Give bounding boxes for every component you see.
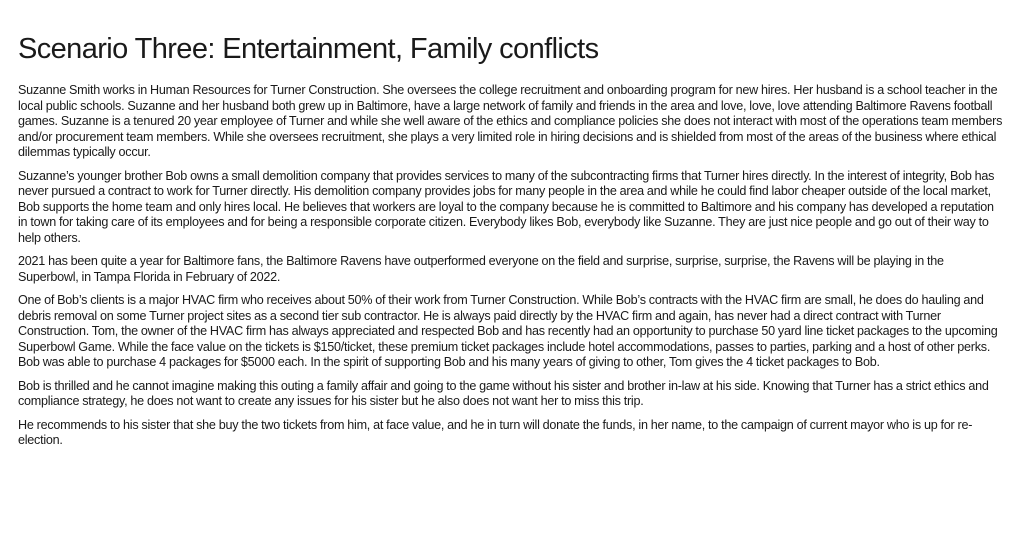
slide-title: Scenario Three: Entertainment, Family conflicts: [18, 33, 599, 65]
paragraph-hvac-tickets: One of Bob’s clients is a major HVAC firm who receives about 50% of their work from Turner Construction. While Bob’s contracts with the HVAC firm are small, he does do hauling and debris removal on some Turner project sites as a second tier sub contractor. He is always paid directly by the HVAC firm and again, has never had a direct contract with Turner Construction. Tom, the owner of the HVAC firm has always appreciated and respected Bob and has recently had an opportunity to purchase 50 yard line ticket packages to the upcoming Superbowl Game. While the face value on the tickets is $150/ticket, these premium ticket packages include hotel accommodations, passes to parties, parking and a host of other perks. Bob was able to purchase 4 packages for $5000 each. In the spirit of supporting Bob and his many years of giving to other, Tom gives the 4 ticket packages to Bob.: [18, 293, 998, 369]
paragraph-ravens-season: 2021 has been quite a year for Baltimore fans, the Baltimore Ravens have outperformed everyone on the field and surprise, surprise, surprise, the Ravens will be playing in the Superbowl, in Tampa Florida in February of 2022.: [18, 254, 944, 284]
paragraph-family-outing: Bob is thrilled and he cannot imagine making this outing a family affair and going to the game without his sister and brother in-law at his side. Knowing that Turner has a strict ethics and compliance strategy, he does not want to create any issues for his sister but he also does not want her to miss this trip.: [18, 378, 989, 408]
paragraph-recommendation: He recommends to his sister that she buy the two tickets from him, at face value, and he in turn will donate the funds, in her name, to the campaign of current mayor who is up for re-election.: [18, 417, 973, 447]
slide-body: [18, 83, 1006, 449]
paragraph-suzanne-intro: Suzanne Smith works in Human Resources for Turner Construction. She oversees the college recruitment and onboarding program for new hires. Her husband is a school teacher in the local public schools. Suzanne and her husband both grew up in Baltimore, have a large network of family and friends in the area and love, love, love attending Baltimore Ravens football games. Suzanne is a tenured 20 year employee of Turner and while she well aware of the ethics and compliance policies she does not interact with most of the operations team members and/or procurement team members. While she oversees recruitment, she plays a very limited role in hiring decisions and is shielded from most of the areas of the business where ethical dilemmas typically occur.: [18, 83, 1003, 159]
paragraph-bob-intro: Suzanne’s younger brother Bob owns a small demolition company that provides services to many of the subcontracting firms that Turner hires directly. In the interest of integrity, Bob has never pursued a contract to work for Turner directly. His demolition company provides jobs for many people in the area and while he could find labor cheaper outside of the local market, Bob supports the home team and only hires local. He believes that workers are loyal to the company because he is committed to Baltimore and his company has developed a reputation in town for taking care of its employees and for being a responsible corporate citizen. Everybody likes Bob, everybody like Suzanne. They are just nice people and go out of their way to help others.: [18, 168, 995, 245]
